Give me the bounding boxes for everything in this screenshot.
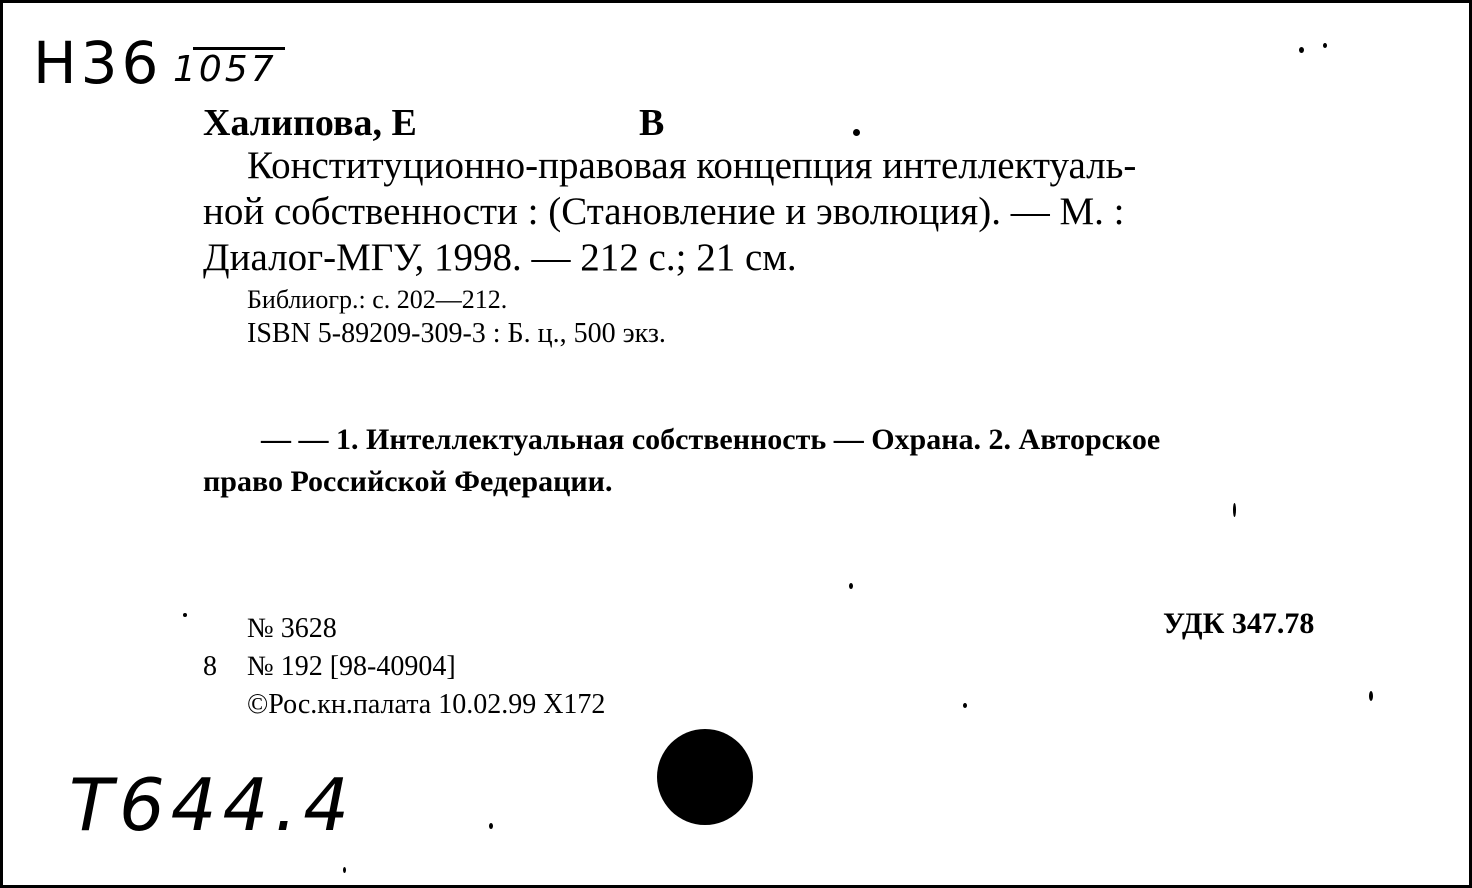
speck xyxy=(1323,43,1327,48)
copyright-line: ©Рос.кн.палата 10.02.99 Х172 xyxy=(247,689,606,720)
record-number: № 3628 xyxy=(247,613,337,644)
speck xyxy=(1233,503,1236,517)
title-line: Конституционно-правовая концепция интеллектуаль- xyxy=(247,144,1137,187)
inventory-number: 1057 xyxy=(173,49,277,90)
subject-headings: — — 1. Интеллектуальная собственность — Охрана. 2. Авторское xyxy=(261,423,1161,456)
speck xyxy=(963,703,967,708)
isbn-line: ISBN 5-89209-309-3 : Б. ц., 500 экз. xyxy=(247,318,666,349)
record-number-secondary: № 192 [98-40904] xyxy=(247,651,456,682)
shelf-mark: Н36 xyxy=(33,29,163,97)
subject-headings: право Российской Федерации. xyxy=(203,465,613,498)
speck xyxy=(183,613,187,617)
author-initial: В xyxy=(639,102,665,144)
handwritten-classification: Т644.4 xyxy=(69,763,356,847)
speck xyxy=(343,867,346,873)
record-prefix: 8 xyxy=(203,651,217,682)
speck xyxy=(853,129,860,136)
bibliography-note: Библиогр.: с. 202—212. xyxy=(247,285,508,314)
speck xyxy=(849,583,853,589)
speck xyxy=(1299,47,1304,53)
title-line: ной собственности : (Становление и эволюция). — М. : xyxy=(203,190,1125,233)
punch-hole xyxy=(657,729,753,825)
speck xyxy=(1369,691,1373,701)
udk-code: УДК 347.78 xyxy=(1163,607,1315,640)
author-name: Халипова, Е xyxy=(203,102,417,144)
title-line: Диалог-МГУ, 1998. — 212 с.; 21 см. xyxy=(203,236,797,279)
speck xyxy=(489,823,493,829)
